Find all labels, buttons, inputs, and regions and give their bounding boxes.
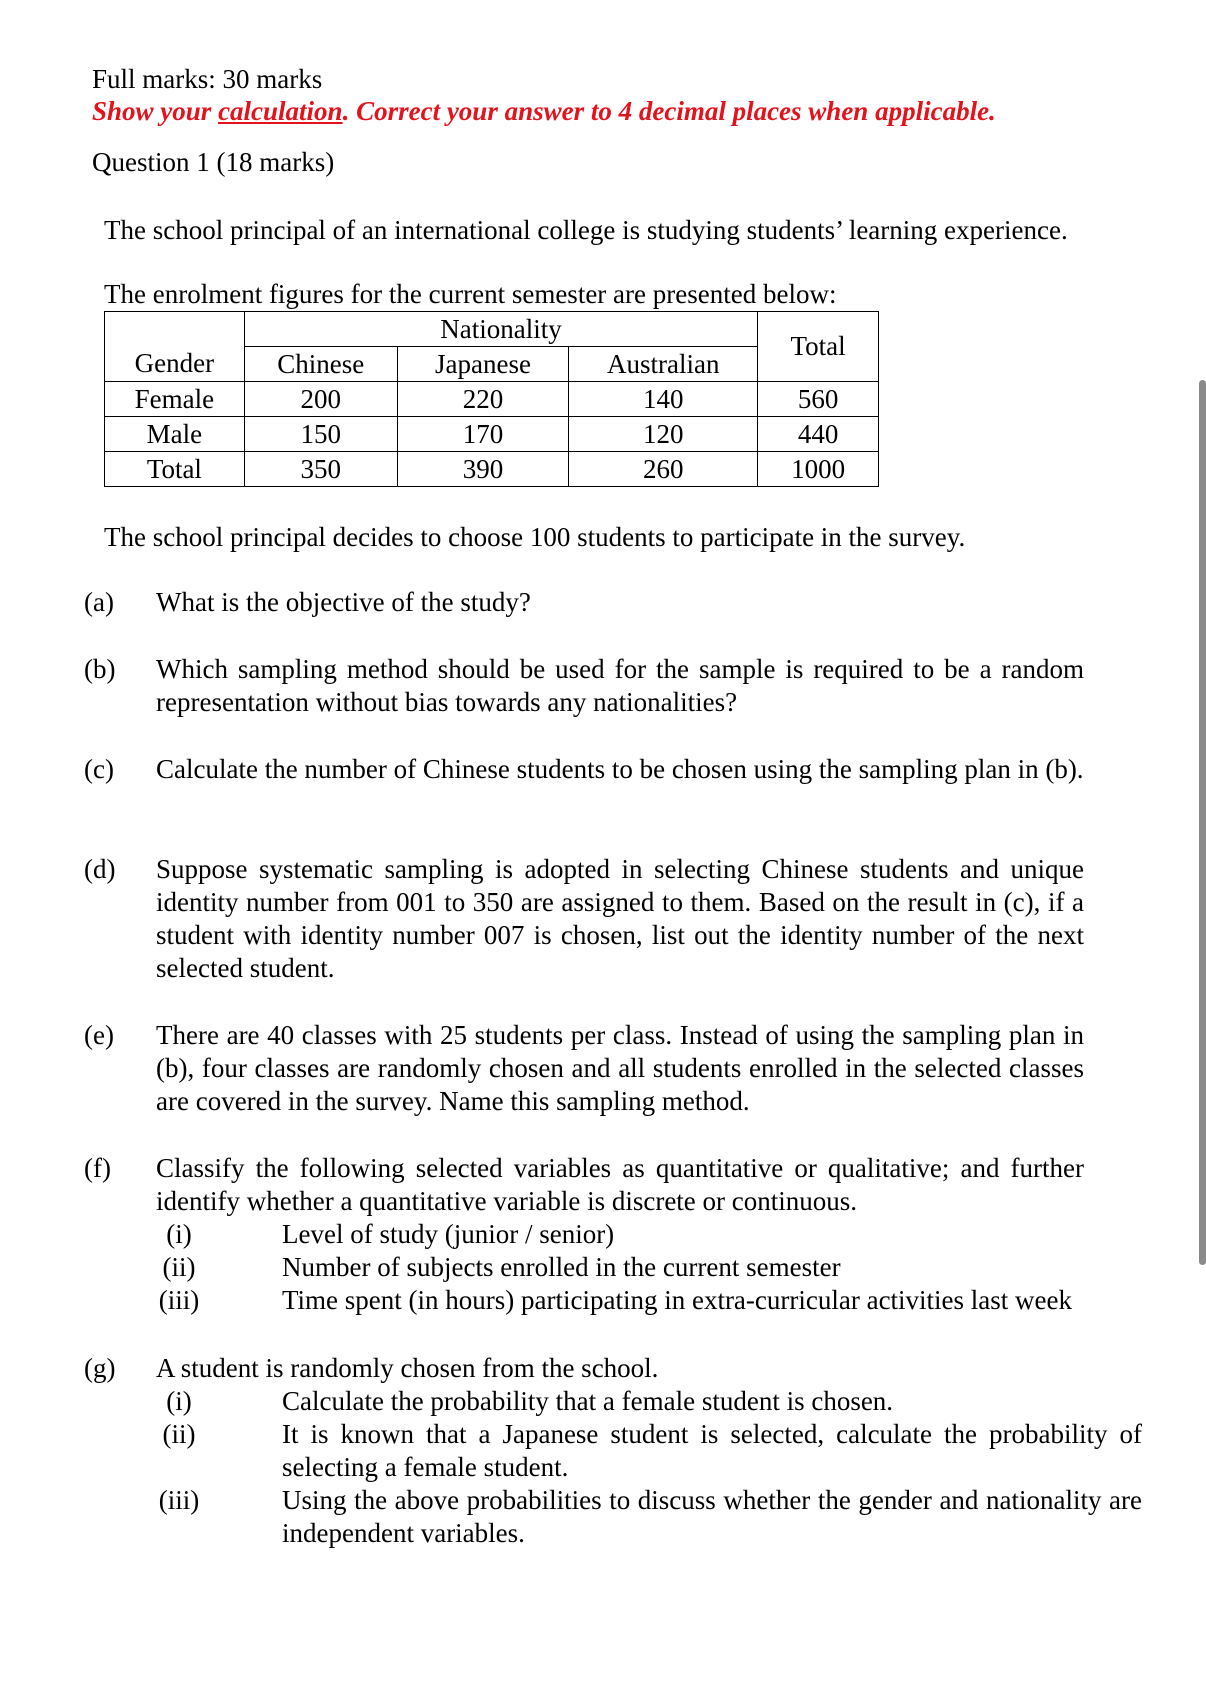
- table-cell: 560: [758, 382, 879, 417]
- header-australian: Australian: [569, 347, 758, 382]
- question-label: (g): [84, 1353, 116, 1383]
- question-text: What is the objective of the study?: [156, 587, 531, 617]
- table-cell: 1000: [758, 452, 879, 487]
- header-cell-empty: [105, 312, 245, 347]
- sub-question-text: Time spent (in hours) participating in extra-curricular activities last week: [282, 1285, 1073, 1315]
- table-row: [105, 417, 879, 452]
- table-cell: 120: [569, 417, 758, 452]
- question-label: (f): [84, 1153, 111, 1183]
- full-marks: Full marks: 30 marks: [92, 64, 323, 94]
- header-nationality: Nationality: [244, 312, 757, 347]
- header-japanese: Japanese: [397, 347, 569, 382]
- question-text: Suppose systematic sampling is adopted in selecting Chinese students and unique identity number from 001 to 350 are assigned to them. Based on the result in (c), if a student with identity number 007 is chosen, list out the identity number of the next selected student.: [156, 854, 1084, 983]
- sub-question-label: (i): [166, 1386, 192, 1416]
- table-cell: 390: [397, 452, 569, 487]
- table-row: [105, 452, 879, 487]
- sub-question-label: (i): [166, 1219, 192, 1249]
- table-cell: 440: [758, 417, 879, 452]
- question-text: A student is randomly chosen from the school.: [156, 1353, 659, 1383]
- table-header-row: [105, 312, 879, 347]
- table-cell: 200: [244, 382, 397, 417]
- header-gender: Gender: [105, 347, 245, 382]
- row-label: Female: [105, 382, 245, 417]
- sub-question-label: (iii): [158, 1285, 200, 1315]
- intro-paragraph: The school principal of an international college is studying students’ learning experience.: [104, 215, 1068, 245]
- enrolment-table: [104, 311, 879, 487]
- question-text: Calculate the number of Chinese students to be chosen using the sampling plan in (b).: [156, 754, 1084, 784]
- table-cell: 150: [244, 417, 397, 452]
- table-intro: The enrolment figures for the current semester are presented below:: [104, 279, 837, 309]
- question-label: (d): [84, 854, 116, 884]
- instruction-post: . Correct your answer to 4 decimal places when applicable.: [342, 96, 996, 126]
- sub-question-label: (iii): [158, 1485, 200, 1515]
- header-chinese: Chinese: [244, 347, 397, 382]
- question-f: [84, 1152, 1084, 1317]
- sub-question-label: (ii): [162, 1252, 196, 1282]
- question-title: Question 1 (18 marks): [92, 147, 335, 177]
- question-label: (e): [84, 1020, 114, 1050]
- instruction: [92, 95, 996, 128]
- table-cell: 220: [397, 382, 569, 417]
- vertical-scrollbar[interactable]: [1199, 380, 1206, 1265]
- question-label: (a): [84, 587, 114, 617]
- table-cell: 140: [569, 382, 758, 417]
- sub-question-text: Level of study (junior / senior): [282, 1219, 615, 1249]
- row-label: Male: [105, 417, 245, 452]
- sub-question-text: It is known that a Japanese student is selected, calculate the probability of selecting a female student.: [282, 1419, 1142, 1482]
- question-label: (c): [84, 754, 114, 784]
- sub-question-text: Calculate the probability that a female student is chosen.: [282, 1386, 894, 1416]
- instruction-underlined: calculation: [218, 96, 343, 126]
- question-label: (b): [84, 654, 116, 684]
- header-total: Total: [758, 312, 879, 382]
- sub-question-text: Number of subjects enrolled in the current semester: [282, 1252, 841, 1282]
- question-g: [84, 1352, 1142, 1552]
- table-cell: 260: [569, 452, 758, 487]
- question-text: Which sampling method should be used for the sample is required to be a random representation without bias towards any nationalities?: [156, 654, 1084, 717]
- table-cell: 350: [244, 452, 397, 487]
- question-text: There are 40 classes with 25 students per class. Instead of using the sampling plan in (b), four classes are randomly chosen and all students enrolled in the selected classes are covered in the survey. Name this sampling method.: [156, 1020, 1084, 1116]
- survey-statement: The school principal decides to choose 100 students to participate in the survey.: [104, 522, 966, 552]
- question-text: Classify the following selected variables as quantitative or qualitative; and further identify whether a quantitative variable is discrete or continuous.: [156, 1153, 1084, 1216]
- table-row: [105, 382, 879, 417]
- sub-question-label: (ii): [162, 1419, 196, 1449]
- row-label: Total: [105, 452, 245, 487]
- sub-question-text: Using the above probabilities to discuss whether the gender and nationality are independent variables.: [282, 1485, 1142, 1548]
- instruction-pre: Show your: [92, 96, 219, 126]
- table-cell: 170: [397, 417, 569, 452]
